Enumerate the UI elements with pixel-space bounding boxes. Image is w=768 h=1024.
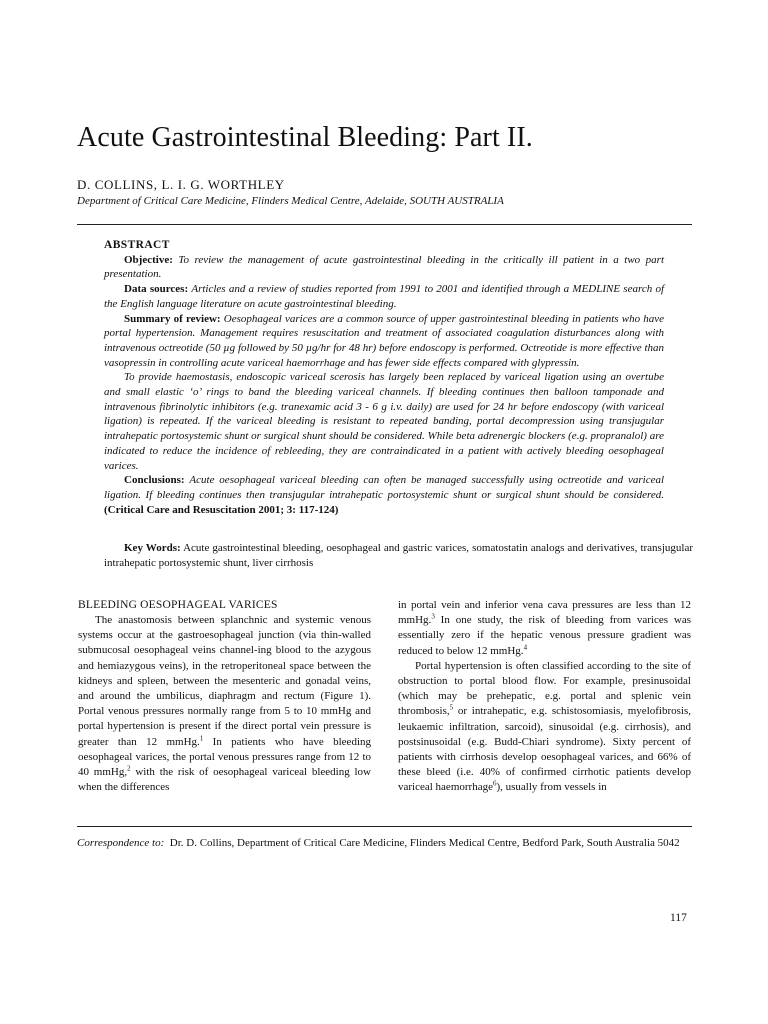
abstract-heading: ABSTRACT — [104, 239, 170, 251]
journal-citation: (Critical Care and Resuscitation 2001; 3: 117-124) — [104, 503, 339, 516]
article-title: Acute Gastrointestinal Bleeding: Part II. — [77, 122, 533, 153]
abstract-conclusions — [104, 473, 664, 517]
header-divider — [77, 224, 692, 225]
footer-divider — [77, 826, 692, 827]
body-text: or intrahepatic, e.g. schistosomiasis, myelofibrosis, leukaemic infiltration, sarcoid), sinusoidal (e.g. cirrhosis), and postsinusoidal (e.g. Budd-Chiari syndrome). Sixty percent of patients with cirrhosis develop oesophageal varices, and 66% of these bleed (i.e. 40% of confirmed cirrhotic patients develop variceal haemorrhage — [398, 705, 691, 794]
body-text: In one study, the risk of bleeding from varices was essentially zero if the hepatic venous pressure gradient was reduced to below 12 mmHg. — [398, 614, 691, 657]
reference-1: 1 — [199, 733, 204, 742]
body-text: ), usually from vessels in — [496, 781, 607, 794]
summary-label: Summary of review: — [124, 312, 221, 325]
reference-2: 2 — [127, 764, 131, 773]
body-column-left — [78, 598, 371, 795]
abstract-data-sources — [104, 282, 664, 311]
correspondence-label: Correspondence to: — [77, 837, 165, 849]
affiliation: Department of Critical Care Medicine, Flinders Medical Centre, Adelaide, SOUTH AUSTRALIA — [77, 195, 504, 207]
reference-3: 3 — [431, 612, 435, 621]
body-text: Portal hypertension is often classified according to the site of obstruction to portal blood flow. For example, presinusoidal (which may be prehepatic, e.g. portal and splenic vein thrombosis, — [398, 659, 691, 718]
key-words — [104, 541, 693, 571]
correspondence-text: Dr. D. Collins, Department of Critical Care Medicine, Flinders Medical Centre, Bedford Park, South Australia 5042 — [169, 837, 680, 849]
body-paragraph — [78, 613, 371, 795]
objective-text: To review the management of acute gastrointestinal bleeding in the critically ill patient in a two part presentation. — [104, 253, 664, 281]
correspondence — [77, 836, 692, 851]
body-text: The anastomosis between splanchnic and systemic venous systems occur at the gastroesophageal junction (via thin-walled submucosal oesophageal veins channel-ing blood to the azygous and hemiazygous veins), in the retroperitoneal space between the kidneys and spleen, between the mesenteric and gonadal veins, and around the umbilicus, diaphragm and rectum (Figure 1). Portal venous pressures normally range from 5 to 10 mmHg and portal hypertension is present if the direct portal vein pressure is greater than 12 mmHg. — [78, 614, 371, 748]
key-words-text: Acute gastrointestinal bleeding, oesophageal and gastric varices, somatostatin analogs and derivatives, transjugular intrahepatic portosystemic shunt, liver cirrhosis — [104, 542, 693, 569]
body-paragraph — [398, 659, 691, 796]
key-words-label: Key Words: — [124, 542, 181, 554]
body-column-right — [398, 598, 691, 796]
conclusions-label: Conclusions: — [124, 474, 185, 487]
body-paragraph — [398, 598, 691, 659]
page-number: 117 — [670, 912, 687, 924]
objective-label: Objective: — [124, 253, 173, 266]
reference-4: 4 — [523, 642, 528, 651]
conclusions-text: Acute oesophageal variceal bleeding can often be managed successfully using octreotide and variceal ligation. If bleeding continues then transjugular intrahepatic portosystemic shunt or surgical shunt should be considered. — [104, 474, 665, 501]
body-text: in portal vein and inferior vena cava pressures are less than 12 mmHg. — [398, 599, 691, 627]
abstract-haemostasis: To provide haemostasis, endoscopic variceal scerosis has largely been replaced by variceal ligation using an overtube and small elastic ‘o’ rings to band the bleeding variceal channels. If bleeding continues then balloon tamponade and intravenous fibrinolytic inhibitors (e.g. tranexamic acid 3 - 6 g i.v. daily) are used for 24 hr before endoscopy (with variceal ligation) is repeated. If the variceal bleeding is resistant to repeated banding, portal decompression using transjugular intrahepatic portosystemic shunt or surgical shunt should be considered. While beta adrenergic blockers (e.g. propranalol) are indicated to reduce the incidence of rebleeding, they are contraindicated in a patient with actively bleeding oesophageal varices. — [104, 371, 664, 472]
section-heading: BLEEDING OESOPHAGEAL VARICES — [78, 599, 278, 611]
summary-text: Oesophageal varices are a common source of upper gastrointestinal bleeding in patients who have portal hypertension. Management requires resuscitation and treatment of associated coagulation disturbances along with intravenous octreotide (50 µg followed by 50 µg/hr for 48 hr) before endoscopy is performed. Octreotide is more effective than vasopressin in controlling acute variceal haemorrhage and has fewer side effects compared with glypressin. — [104, 312, 665, 369]
reference-5: 5 — [449, 703, 454, 712]
abstract-objective — [104, 253, 664, 282]
data-sources-label: Data sources: — [124, 283, 189, 296]
abstract — [104, 238, 664, 517]
authors: D. COLLINS, L. I. G. WORTHLEY — [77, 177, 285, 192]
data-sources-text: Articles and a review of studies reported from 1991 to 2001 and identified through a MEDLINE search of the English language literature on acute gastrointestinal bleeding. — [104, 283, 665, 310]
body-text: In patients who have bleeding oesophageal varices, the portal venous pressures range from 12 to 40 mmHg, — [78, 735, 371, 779]
reference-6: 6 — [492, 779, 497, 788]
body-text: with the risk of oesophageal variceal bleeding low when the differences — [78, 766, 371, 794]
abstract-summary — [104, 312, 664, 371]
